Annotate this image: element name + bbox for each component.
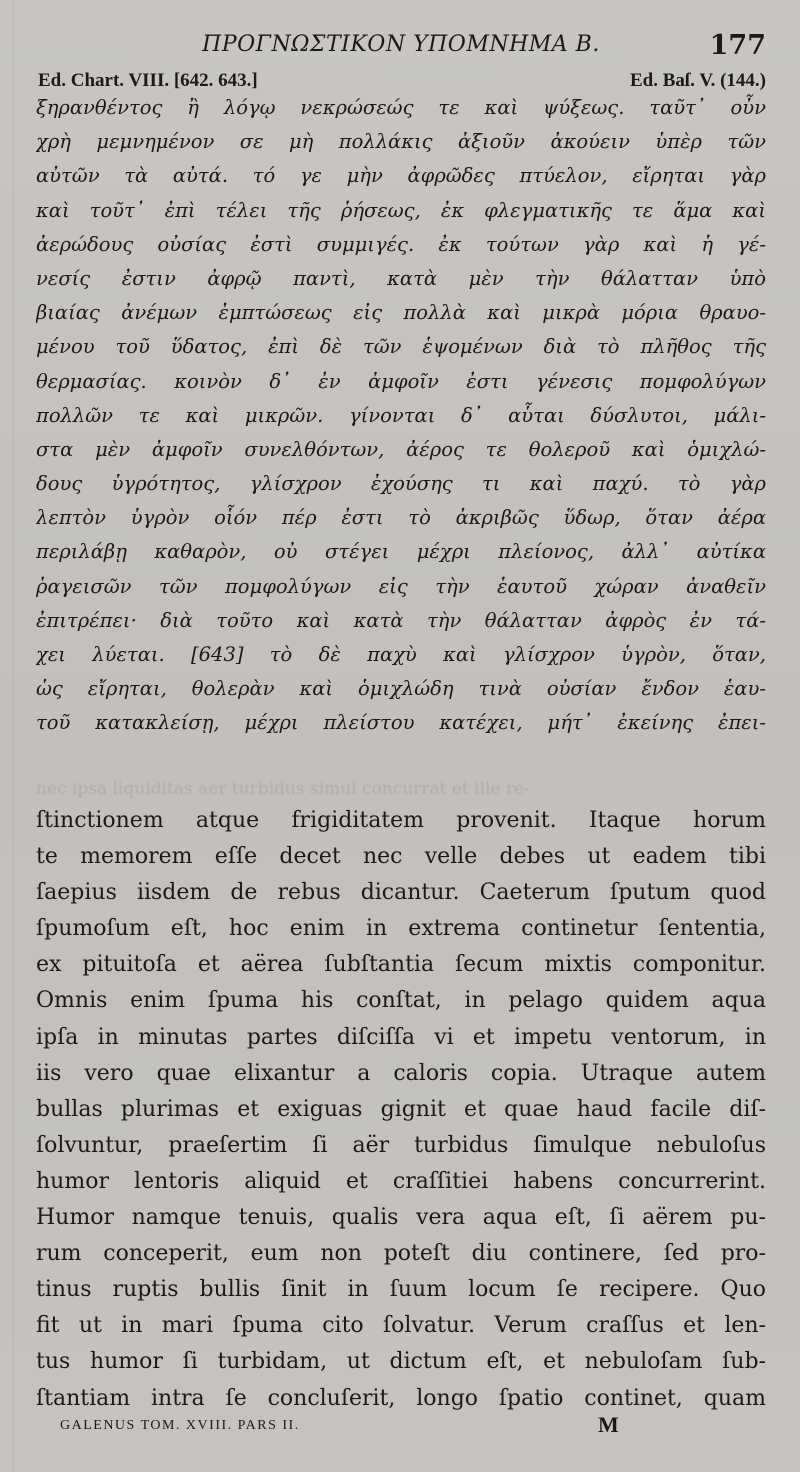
latin-text-line: ſtantiam intra ſe concluſerit, longo ſpatio continet, quam: [36, 1385, 766, 1411]
latin-text-line: humor lentoris aliquid et craſſitiei habens concurrerint.: [36, 1168, 766, 1194]
latin-text-line: Omnis enim ſpuma his conſtat, in pelago quidem aqua: [36, 988, 766, 1014]
latin-text-line: ſtinctionem atque frigiditatem provenit. Itaque horum: [36, 808, 766, 833]
greek-text-line: θερμασίας. κοινὸν δ᾽ ἐν ἀμφοῖν ἐστι γένεσις πομφολύγων: [36, 369, 766, 393]
edition-reference-basel: Ed. Baſ. V. (144.): [629, 70, 766, 91]
printer-signature: GALENUS TOM. XVIII. PARS II.: [60, 1418, 300, 1433]
greek-text-line: καὶ τοῦτ᾽ ἐπὶ τέλει τῆς ῥήσεως, ἐκ φλεγματικῆς τε ἅμα καὶ: [36, 198, 766, 222]
latin-text-line: tus humor ſi turbidam, ut dictum eſt, et nebuloſam ſub-: [36, 1349, 766, 1375]
latin-text-block: [36, 803, 766, 1417]
greek-text-line: ἐπιτρέπει· διὰ τοῦτο καὶ κατὰ τὴν θάλατταν ἀφρὸς ἐν τά-: [36, 608, 766, 632]
latin-text-line: ſaepius iisdem de rebus dicantur. Caeterum ſputum quod: [36, 880, 766, 906]
greek-text-line: πολλῶν τε καὶ μικρῶν. γίνονται δ᾽ αὗται δύσλυτοι, μάλι-: [36, 403, 766, 427]
signature-mark: M: [598, 1412, 619, 1437]
greek-text-line: βιαίας ἀνέμων ἐμπτώσεως εἰς πολλὰ καὶ μικρὰ μόρια θραυο-: [36, 301, 766, 325]
latin-text-line: te memorem eſſe decet nec velle debes ut eadem tibi: [36, 844, 766, 870]
latin-text-line: fit ut in mari ſpuma cito ſolvatur. Verum craſſus et len-: [36, 1313, 766, 1339]
greek-text-line: χρὴ μεμνημένον σε μὴ πολλάκις ἀξιοῦν ἀκούειν ὑπὲρ τῶν: [36, 130, 766, 154]
latin-text-line: tinus ruptis bullis ſinit in ſuum locum ſe recipere. Quo: [36, 1277, 766, 1303]
latin-text-line: ſpumoſum eſt, hoc enim in extrema continetur ſententia,: [36, 916, 766, 942]
greek-text-line: αὐτῶν τὰ αὐτά. τό γε μὴν ἀφρῶδες πτύελον, εἴρηται γὰρ: [36, 164, 766, 188]
running-head: [36, 30, 766, 70]
latin-text-line: ex pituitoſa et aërea ſubſtantia ſecum mixtis componitur.: [36, 952, 766, 978]
latin-text-line: rum conceperit, eum non poteſt diu continere, ſed pro-: [36, 1241, 766, 1267]
latin-text-line: ſolvuntur, praeſertim ſi aër turbidus ſimulque nebuloſus: [36, 1132, 766, 1158]
greek-text-line: χει λύεται. [643] τὸ δὲ παχὺ καὶ γλίσχρον ὑγρὸν, ὅταν,: [36, 643, 766, 666]
greek-text-line: ξηρανθέντος ἢ λόγῳ νεκρώσεώς τε καὶ ψύξεως. ταῦτ᾽ οὖν: [36, 96, 766, 119]
greek-text-line: περιλάβῃ καθαρὸν, οὐ στέγει μέχρι πλείονος, ἀλλ᾽ αὐτίκα: [36, 540, 766, 564]
edition-reference-chartier: Ed. Chart. VIII. [642. 643.]: [38, 70, 258, 91]
page-footer: [60, 1412, 660, 1442]
latin-text-line: Humor namque tenuis, qualis vera aqua eſt, ſi aërem pu-: [36, 1205, 766, 1231]
greek-text-line: μένου τοῦ ὕδατος, ἐπὶ δὲ τῶν ἑψομένων διὰ τὸ πλῆθος τῆς: [36, 335, 766, 359]
greek-text-line: ῥαγεισῶν τῶν πομφολύγων εἰς τὴν ἑαυτοῦ χώραν ἀναθεῖν: [36, 574, 766, 598]
running-title: ΠΡΟΓΝΩΣΤΙΚΟΝ ΥΠΟΜΝΗΜΑ Β.: [202, 32, 600, 57]
greek-text-line: στα μὲν ἀμφοῖν συνελθόντων, ἀέρος τε θολεροῦ καὶ ὁμιχλώ-: [36, 437, 766, 461]
page-shadow-left: [12, 0, 14, 1472]
greek-text-line: τοῦ κατακλείσῃ, μέχρι πλείστου κατέχει, μήτ᾽ ἐκείνης ἐπει-: [36, 711, 766, 735]
latin-text-line: bullas plurimas et exiguas gignit et quae haud facile diſ-: [36, 1096, 766, 1122]
bleed-through-text: nec ipsa liquiditas aer turbidus simul concurrat et ille re-: [36, 779, 530, 799]
greek-text-line: ἀερώδους οὐσίας ἐστὶ συμμιγές. ἐκ τούτων γὰρ καὶ ἡ γέ-: [36, 232, 766, 256]
greek-text-line: ὡς εἴρηται, θολερὰν καὶ ὁμιχλώδη τινὰ οὐσίαν ἔνδον ἑαυ-: [36, 677, 766, 701]
latin-text-line: iis vero quae elixantur a caloris copia. Utraque autem: [36, 1060, 766, 1086]
greek-text-block: [36, 91, 766, 741]
page-number: 177: [709, 30, 766, 61]
greek-text-line: νεσίς ἐστιν ἀφρῷ παντὶ, κατὰ μὲν τὴν θάλατταν ὑπὸ: [36, 266, 766, 290]
greek-text-line: δους ὑγρότητος, γλίσχρον ἐχούσης τι καὶ παχύ. τὸ γὰρ: [36, 472, 766, 496]
greek-text-line: λεπτὸν ὑγρὸν οἷόν πέρ ἐστι τὸ ἀκριβῶς ὕδωρ, ὅταν ἀέρα: [36, 506, 766, 530]
latin-text-line: ipſa in minutas partes diſciſſa vi et impetu ventorum, in: [36, 1024, 766, 1050]
